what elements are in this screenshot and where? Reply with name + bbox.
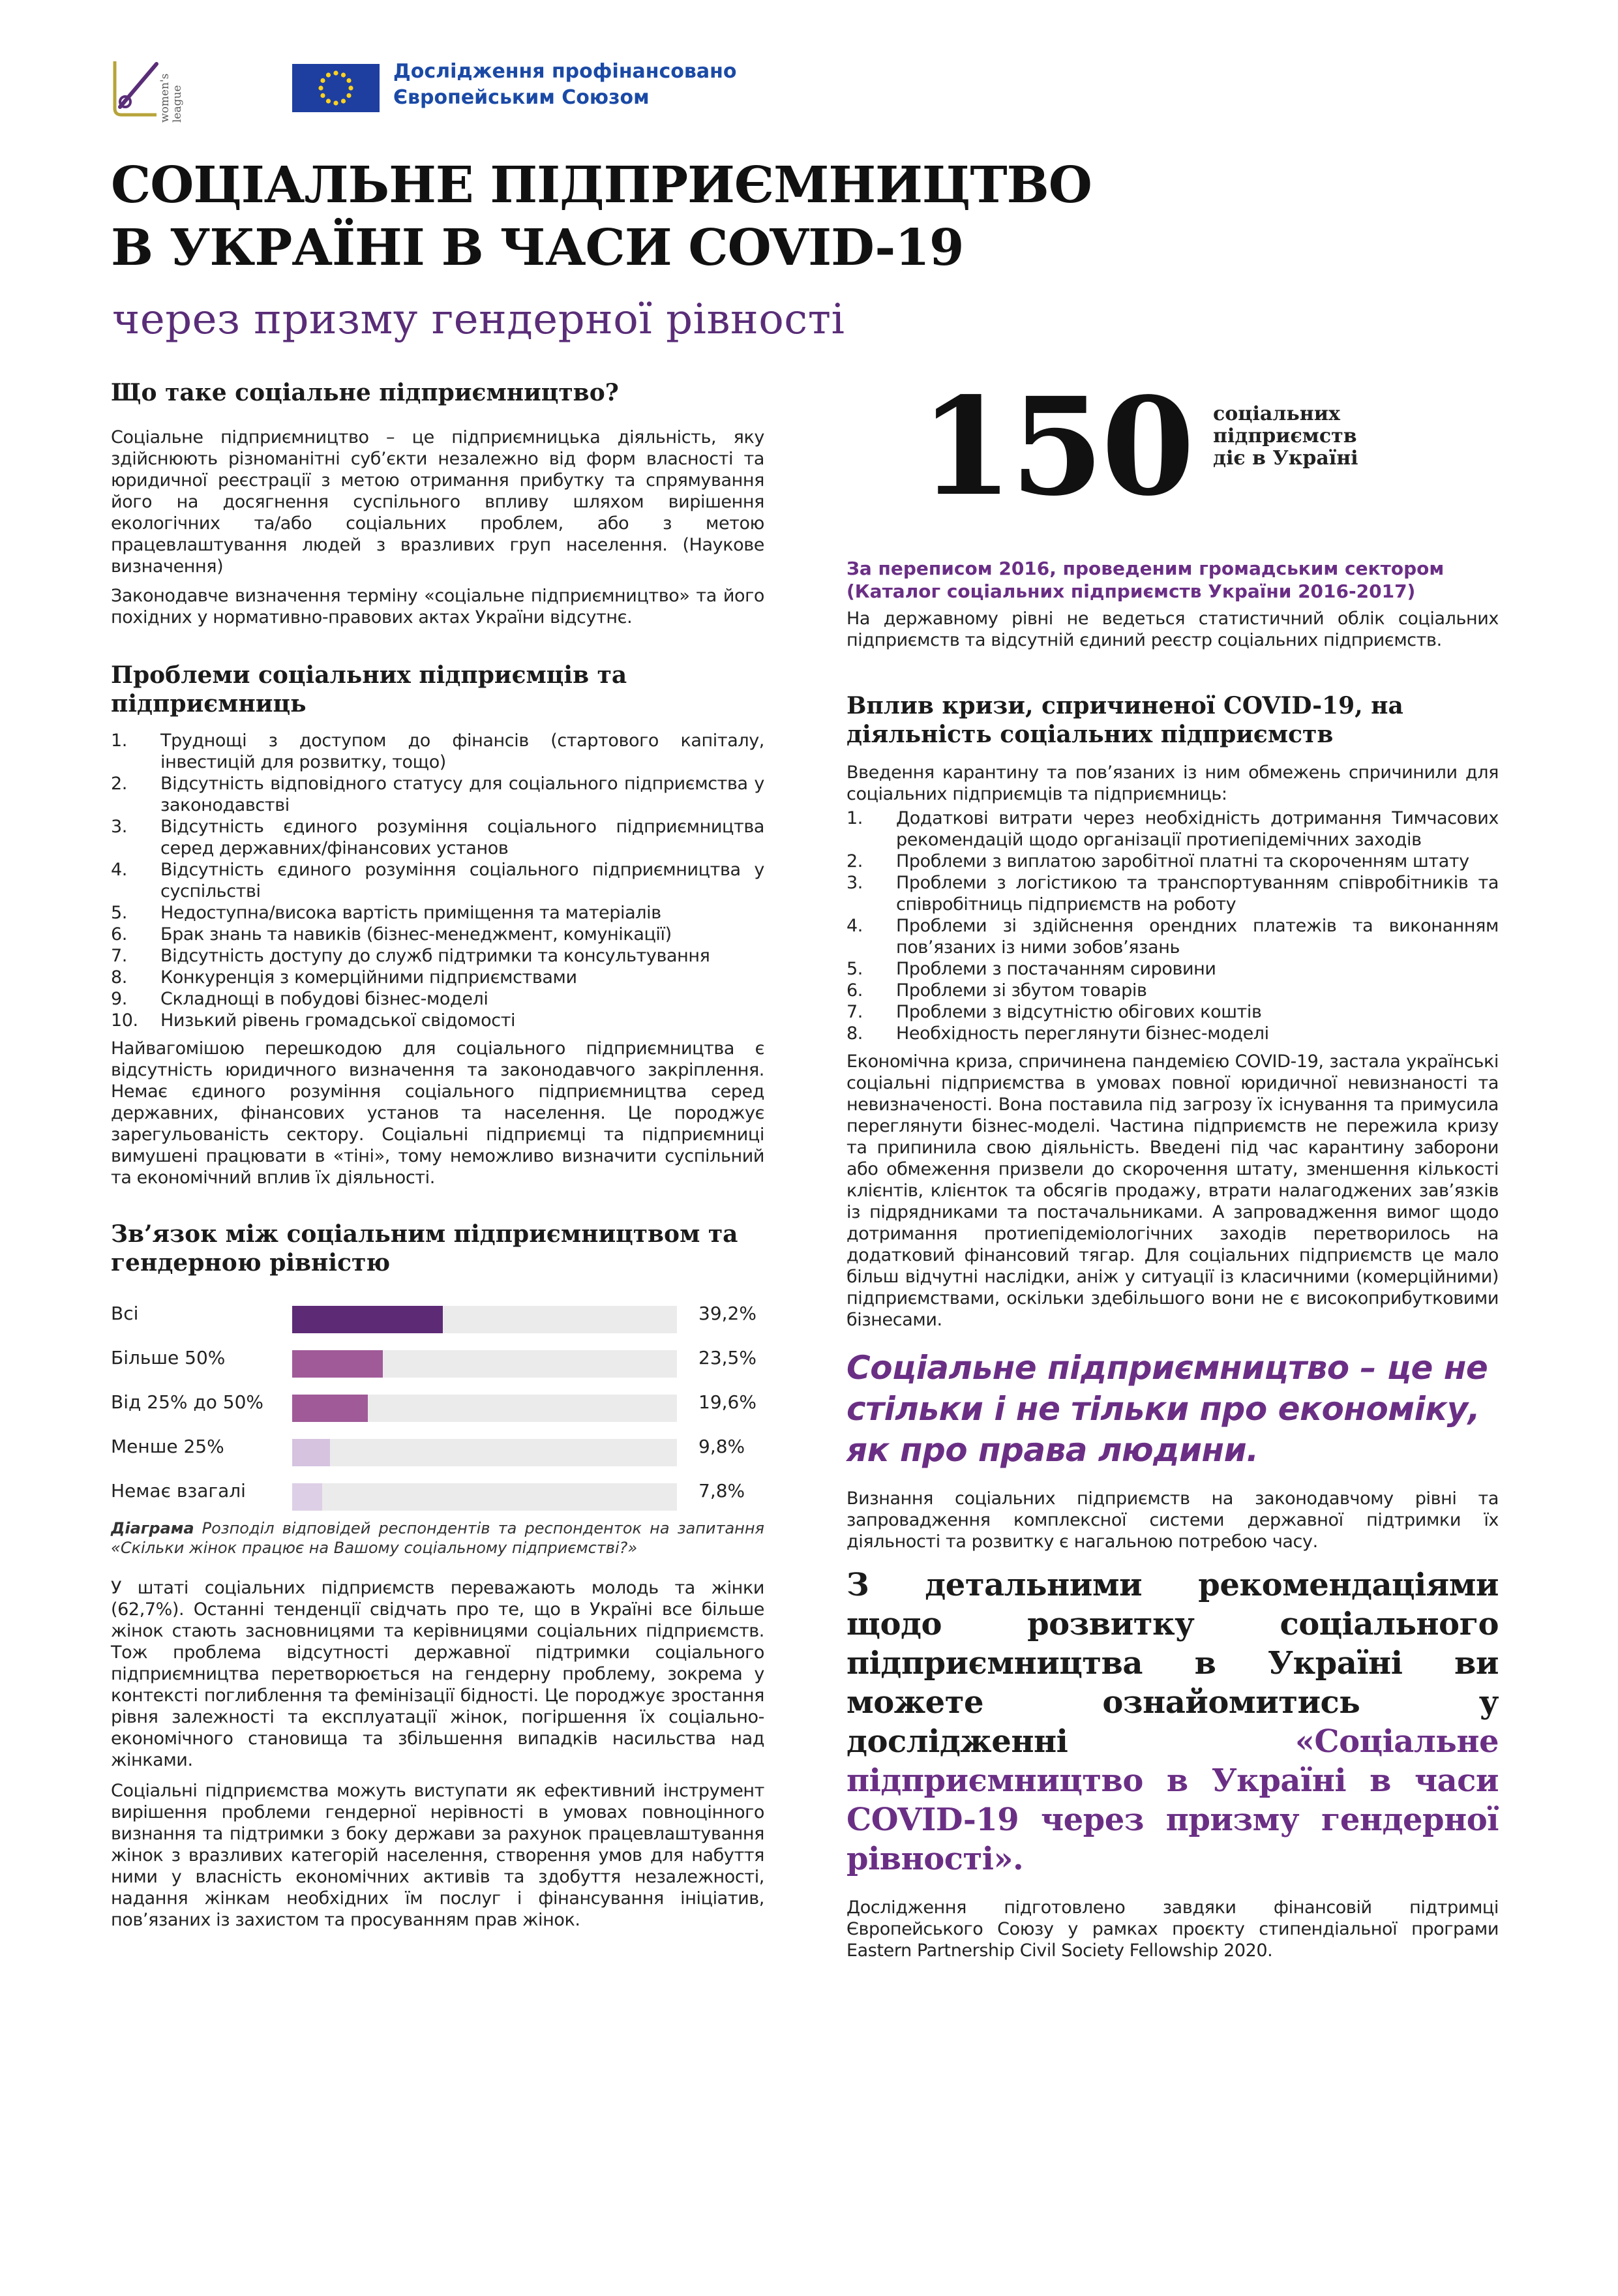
chart-caption [111, 1518, 764, 1558]
chart-category-label: Менше 25% [111, 1436, 224, 1457]
chart-bar-track [292, 1439, 677, 1466]
stat-caption-line3: діє в Україні [1213, 447, 1358, 470]
stat-source-line2: (Каталог соціальних підприємств України 2016-2017) [846, 581, 1416, 602]
list-item-text: Проблеми зі збутом товарів [896, 980, 1147, 1001]
legal-definition-paragraph: Законодавче визначення терміну «соціальне підприємництво» та його похідних у нормативно-правових актах України відсутнє. [111, 586, 764, 627]
list-item [111, 730, 764, 773]
right-column [846, 368, 1499, 1961]
list-item [111, 924, 764, 945]
list-item-text: Низький рівень громадської свідомості [160, 1010, 516, 1031]
page-title-line2: В УКРАЇНІ В ЧАСИ COVID-19 [111, 219, 964, 277]
list-item-text: Конкуренція з комерційними підприємствами [160, 967, 577, 988]
eu-caption-line2: Європейським Союзом [393, 86, 650, 109]
list-item-text: Проблеми з відсутністю обігових коштів [896, 1002, 1262, 1022]
impact-heading: Вплив кризи, спричиненої COVID-19, на діяльність соціальних підприємств [846, 692, 1403, 748]
list-item-number: 1. [111, 731, 127, 751]
chart-value-label: 19,6% [698, 1391, 757, 1413]
chart-caption-text: Розподіл відповідей респондентів та респонденток на запитання «Скільки жінок працює на Вашому соціальному підприємстві?» [111, 1519, 764, 1557]
list-item-number: 7. [846, 1002, 863, 1022]
gender-heading: Зв’язок між соціальним підприємництвом та гендерною рівністю [111, 1220, 738, 1276]
list-item [846, 980, 1499, 1001]
list-item [111, 1010, 764, 1031]
chart-bar-row [111, 1299, 764, 1332]
list-item-number: 2. [846, 851, 863, 871]
left-column [111, 378, 764, 1931]
stat-note: На державному рівні не ведеться статистичний облік соціальних підприємств та відсутній єдиний реєстр соціальних підприємств. [846, 609, 1499, 650]
list-item [111, 773, 764, 816]
chart-bar [292, 1350, 383, 1378]
list-item-number: 6. [846, 980, 863, 1001]
chart-value-label: 9,8% [698, 1436, 745, 1457]
list-item [846, 851, 1499, 872]
womens-league-logo-text: women's league [158, 73, 184, 123]
stat-block [846, 368, 1499, 528]
list-item [846, 958, 1499, 980]
list-item-number: 8. [111, 967, 127, 988]
list-item-number: 7. [111, 946, 127, 966]
list-item [111, 859, 764, 902]
recognition-paragraph: Визнання соціальних підприємств на законодавчому рівні та запровадження комплексної системи державної підтримки їх діяльності та розвитку є нагальною потребою часу. [846, 1488, 1499, 1552]
chart-category-label: Від 25% до 50% [111, 1391, 264, 1413]
list-item-text: Брак знань та навиків (бізнес-менеджмент, комунікації) [160, 924, 672, 944]
chart-bar [292, 1306, 443, 1333]
chart-bar-track [292, 1395, 677, 1422]
stat-caption-line1: соціальних [1213, 402, 1340, 425]
impact-intro: Введення карантину та пов’язаних із ним обмежень спричинили для соціальних підприємців та підприємниць: [846, 763, 1499, 804]
chart-bar-track [292, 1483, 677, 1511]
chart-bar-track [292, 1350, 677, 1378]
list-item-text: Відсутність відповідного статусу для соціального підприємства у законодавстві [160, 774, 764, 815]
list-item [111, 967, 764, 988]
chart-bar [292, 1483, 322, 1511]
chart-caption-label: Діаграма [111, 1519, 194, 1537]
research-title-highlight: «Соціальне підприємництво в Україні в часи COVID-19 через призму гендерної рівності». [846, 1723, 1499, 1877]
list-item-text: Проблеми зі здійснення орендних платежів та виконанням пов’язаних із ними зобов’язань [896, 916, 1499, 958]
list-item-number: 5. [846, 959, 863, 979]
eu-caption-line1: Дослідження профінансовано [393, 60, 737, 83]
impact-list [846, 808, 1499, 1044]
list-item [846, 1023, 1499, 1044]
page-title [111, 154, 1480, 279]
gender-paragraph-2: Соціальні підприємства можуть виступати як ефективний інструмент вирішення проблеми гендерної нерівності в умовах повноцінного визнання та підтримки з боку держави за рахунок працевлаштування жінок з вразливих категорій населення, створення умов для набуття ними у власність економічних активів та здобуття незалежності, надання жінкам необхідних їм послуг і фінансування ініціатив, пов’язаних із захистом та просуванням прав жінок. [111, 1781, 764, 1930]
stat-source-line1: За переписом 2016, проведеним громадським сектором [846, 558, 1445, 579]
chart-bar [292, 1439, 330, 1466]
list-item-number: 3. [846, 873, 863, 893]
chart-bar-row [111, 1388, 764, 1421]
chart-value-label: 39,2% [698, 1303, 757, 1324]
impact-paragraph: Економічна криза, спричинена пандемією COVID-19, застала українські соціальні підприємства в умовах повної юридичної невизнаності та невизначеності. Вона поставила під загрозу їх існування та примусила переглянути бізнес-моделі. Частина підприємств не пережила кризу та припинила свою діяльність. Введені під час карантину заборони або обмеження призвели до скорочення штату, зменшення кількості клієнтів, клієнток та обсягів продажу, втрати налагоджених зав’язків із підрядниками та постачальниками. А запровадження вимог щодо дотримання протиепідеміологічних заходів перетворилось на додатковий фінансовий тягар. Для соціальних підприємств це мало більш відчутні наслідки, аніж у ситуації із класичними (комерційними) підприємствами, оскільки здебільшого вони не є високоприбутковими бізнесами. [846, 1051, 1499, 1330]
list-item [111, 816, 764, 859]
what-is-heading: Що таке соціальне підприємництво? [111, 379, 619, 406]
list-item-text: Проблеми з постачанням сировини [896, 959, 1216, 979]
research-call-to-action [846, 1565, 1499, 1879]
chart-value-label: 23,5% [698, 1347, 757, 1368]
chart-category-label: Всі [111, 1303, 139, 1324]
stat-source [846, 557, 1499, 603]
list-item-number: 10. [111, 1010, 138, 1031]
list-item [111, 988, 764, 1010]
list-item-number: 2. [111, 774, 127, 794]
chart-bar-row [111, 1344, 764, 1376]
page-title-line1: СОЦІАЛЬНЕ ПІДПРИЄМНИЦТВО [111, 156, 1092, 215]
list-item-number: 5. [111, 903, 127, 923]
human-rights-quote: Соціальне підприємництво – це не стільки і не тільки про економіку, як про права людини. [846, 1349, 1488, 1469]
chart-bar-row [111, 1432, 764, 1465]
chart-bar-track [292, 1306, 677, 1333]
list-item-text: Труднощі з доступом до фінансів (стартового капіталу, інвестицій для розвитку, тощо) [160, 731, 764, 772]
list-item-number: 8. [846, 1023, 863, 1044]
list-item-text: Необхідность переглянути бізнес-моделі [896, 1023, 1269, 1044]
list-item-text: Відсутність єдиного розуміння соціального підприємництва у суспільстві [160, 860, 764, 901]
chart-category-label: Немає взагалі [111, 1480, 246, 1502]
list-item-number: 3. [111, 817, 127, 837]
list-item [111, 945, 764, 967]
stat-number: 150 [920, 368, 1193, 526]
chart-bar [292, 1395, 368, 1422]
list-item [846, 872, 1499, 915]
gender-bar-chart [111, 1299, 764, 1515]
problems-heading: Проблеми соціальних підприємців та підприємниць [111, 661, 627, 718]
list-item-text: Додаткові витрати через необхідність дотримання Тимчасових рекомендацій щодо організації протиепідемічних заходів [896, 808, 1499, 850]
list-item-number: 4. [846, 916, 863, 936]
list-item-text: Складнощі в побудові бізнес-моделі [160, 989, 488, 1009]
chart-value-label: 7,8% [698, 1480, 745, 1502]
list-item [111, 902, 764, 924]
definition-paragraph: Соціальне підприємництво – це підприємницька діяльність, яку здійснюють різноманітні суб’єкти незалежно від форм власності та юридичної реєстрації з метою отримання прибутку та спрямування його на досягнення суспільного впливу шляхом вирішення екологічних та/або соціальних проблем, або з метою працевлаштування людей з вразливих груп населення. (Наукове визначення) [111, 427, 764, 577]
list-item [846, 808, 1499, 851]
womens-league-logo [111, 57, 202, 127]
funding-credit: Дослідження підготовлено завдяки фінансовій підтримці Європейського Союзу у рамках проєкту стипендіальної програми Eastern Partnership Civil Society Fellowship 2020. [846, 1897, 1499, 1961]
chart-category-label: Більше 50% [111, 1347, 226, 1368]
gender-paragraph-1: У штаті соціальних підприємств переважають молодь та жінки (62,7%). Останні тенденції свідчать про те, що в Україні все більше жінок стають засновницями та керівницями соціальних підприємств. Тож проблема відсутності державної підтримки соціального підприємництва перетворюється на гендерну проблему, зокрема у контексті поглиблення та фемінізації бідності. Це породжує зростання рівня залежності та експлуатації жінок, погіршення їх соціально-економічного становища та збільшення випадків насильства над жінками. [111, 1578, 764, 1770]
page-subtitle: через призму гендерної рівності [112, 295, 845, 344]
list-item [846, 1001, 1499, 1023]
list-item-text: Відсутність єдиного розуміння соціального підприємництва серед державних/фінансових установ [160, 817, 764, 858]
list-item [846, 915, 1499, 958]
list-item-text: Відсутність доступу до служб підтримки та консультування [160, 946, 710, 966]
eu-funding-caption [393, 59, 736, 111]
stat-caption-line2: підприємств [1213, 425, 1357, 447]
list-item-text: Проблеми з логістикою та транспортуванням співробітників та співробітниць підприємств на роботу [896, 873, 1499, 914]
list-item-number: 4. [111, 860, 127, 880]
problems-list [111, 730, 764, 1031]
list-item-number: 6. [111, 924, 127, 944]
chart-bar-row [111, 1477, 764, 1509]
eu-flag-icon [292, 64, 380, 112]
list-item-number: 1. [846, 808, 863, 828]
problems-summary: Найвагомішою перешкодою для соціального підприємництва є відсутність юридичного визначення та законодавчого закріплення. Немає єдиного розуміння соціального підприємництва серед державних, фінансових установ та населення. Це породжує зарегульованість сектору. Соціальні підприємці та підприємниці вимушені працювати в «тіні», тому неможливо визначити суспільний та економічний вплив їх діяльності. [111, 1038, 764, 1188]
list-item-number: 9. [111, 989, 127, 1009]
list-item-text: Недоступна/висока вартість приміщення та матеріалів [160, 903, 661, 923]
cta-text: З детальними рекомендаціями щодо розвитку соціального підприємництва в Україні ви можете ознайомитись у дослідженні [846, 1567, 1499, 1760]
stat-caption [1213, 403, 1358, 470]
list-item-text: Проблеми з виплатою заробітної платні та скороченням штату [896, 851, 1469, 871]
